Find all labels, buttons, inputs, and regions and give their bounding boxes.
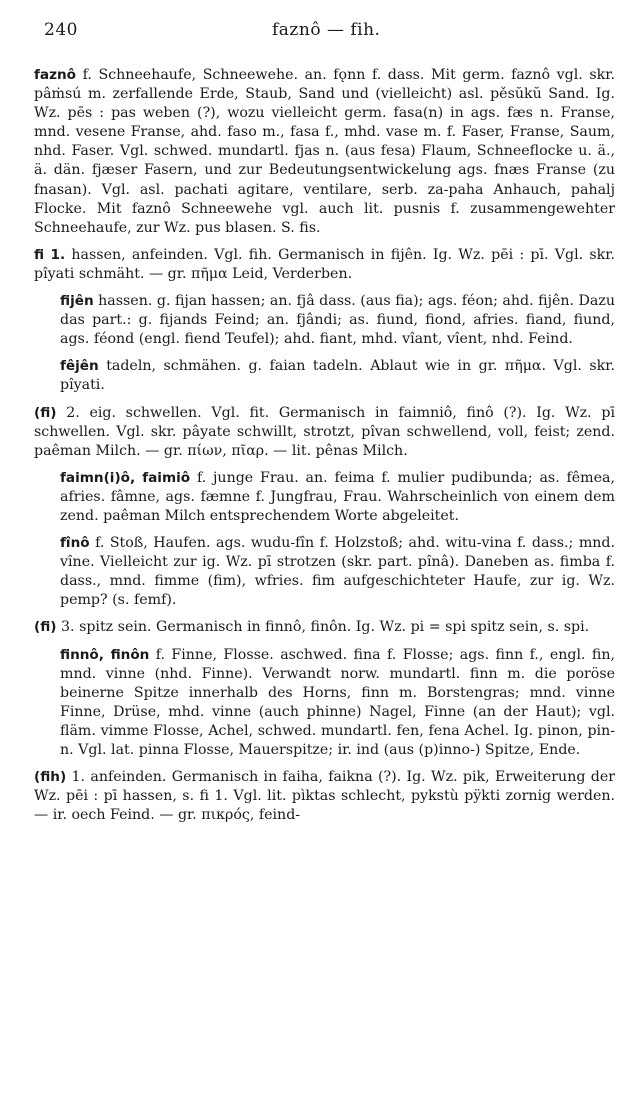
- headword: (fih): [34, 769, 67, 786]
- headword: fînô: [60, 535, 90, 552]
- headword: (fi): [34, 619, 57, 636]
- headword: fêjên: [60, 358, 99, 375]
- entry-fih-1: [34, 768, 615, 825]
- entry-fi-3: [34, 618, 615, 637]
- page-number: 240: [44, 20, 78, 40]
- entry-fazno: [34, 66, 615, 238]
- entry-fi-1: [34, 246, 615, 284]
- headword: faimn(i)ô, faimiô: [60, 469, 191, 486]
- entry-text: hassen. g. fijan hassen; an. fjâ dass. (aus fia); ags. féon; ahd. fijên. Dazu das part.: g. fijands Feind; an. fjândi; as. fiund, fiond, afries. fiand, fiund, ags. féond (engl. fiend Teufel); ahd. fiant, mhd. vîant, vîent, nhd. Feind.: [60, 293, 615, 348]
- headword: faznô: [34, 67, 77, 83]
- entry-text: hassen, anfeinden. Vgl. fih. Germanisch in fijên. Ig. Wz. pēi : pī. Vgl. skr. pîyati schmäht. — gr. πῆμα Leid, Verderben.: [34, 246, 615, 282]
- entry-text: 1. anfeinden. Germanisch in faiha, faikna (?). Ig. Wz. pik, Erweiterung der Wz. pēi : pī hassen, s. fi 1. Vgl. lit. pìktas schlecht, pykstù pÿkti zornig werden. — ir. oech Feind. — gr. πικρός, feind-: [34, 769, 615, 824]
- entry-faimnio: [34, 469, 615, 526]
- headword: (fi): [34, 404, 57, 421]
- entry-finno: [34, 646, 615, 761]
- entry-text: f. Schneehaufe, Schneewehe. an. fǫnn f. dass. Mit germ. faznô vgl. skr. pâṁsú m. zerfallende Erde, Staub, Sand und (vielleicht) asl. pěsŭkŭ Sand. Ig. Wz. pēs : pas weben (?), wozu vielleicht germ. fasa(n) in ags. fæs n. Franse, mnd. vesene Franse, ahd. faso m., fasa f., mhd. vase m. f. Faser, Franse, Saum, nhd. Faser. Vgl. schwed. mundartl. fjas n. (aus fesa) Flaum, Schneeflocke u. ä., ä. dän. fjæser Fasern, und zur Bedeutungsentwickelung ags. fnæs Franse (zu fnasan). Vgl. asl. pachati agitare, ventilare, serb. za-paha Anhauch, pahalj Flocke. Mit faznô Schneewehe vgl. auch lit. pusnis f. zusammengewehter Schneehaufe, zur Wz. pus blasen. S. fis.: [34, 67, 615, 236]
- entry-text: f. junge Frau. an. feima f. mulier pudibunda; as. fêmea, afries. fâmne, ags. fæmne f. Jungfrau, Frau. Wahrscheinlich von einem dem zend. paêman Milch entsprechendem Worte abgeleitet.: [60, 469, 615, 524]
- entry-text: tadeln, schmähen. g. faian tadeln. Ablaut wie in gr. πῆμα. Vgl. skr. pîyati.: [60, 358, 615, 394]
- entry-text: 3. spitz sein. Germanisch in finnô, finôn. Ig. Wz. pi = spi spitz sein, s. spi.: [56, 619, 590, 636]
- entry-fino: [34, 534, 615, 610]
- running-head: faznô — fih.: [272, 20, 381, 40]
- headword: fi 1.: [34, 246, 66, 263]
- entry-text: f. Stoß, Haufen. ags. wudu-fîn f. Holzstoß; ahd. witu-vina f. dass.; mnd. vîne. Vielleicht zur ig. Wz. pī strotzen (skr. part. pînâ). Daneben as. fimba f. dass., mnd. fimme (fim), wfries. fim aufgeschichteter Haufe, zur ig. Wz. pemp? (s. femf).: [60, 535, 615, 609]
- page-body: [34, 66, 615, 833]
- entry-text: f. Finne, Flosse. aschwed. fina f. Flosse; ags. finn f., engl. fin, mnd. vinne (nhd. Finne). Verwandt norw. mundartl. finn m. die poröse beinerne Spitze innerhalb des Horns, finn m. Borstengras; mnd. vinne Finne, Drüse, mhd. vinne (auch phinne) Nagel, Finne (an der Haut); vgl. fläm. vimme Flosse, Achel, schwed. mundartl. fen, fena Achel. Ig. pinon, pin-n. Vgl. lat. pinna Flosse, Mauerspitze; ir. ind (aus (p)inno-) Spitze, Ende.: [60, 646, 616, 758]
- entry-fijen: [34, 292, 615, 349]
- headword: fijên: [60, 293, 94, 310]
- headword: finnô, finôn: [60, 646, 150, 663]
- entry-fi-2: [34, 404, 615, 461]
- page-header: [44, 20, 605, 46]
- entry-text: 2. eig. schwellen. Vgl. fit. Germanisch in faimniô, finô (?). Ig. Wz. pī schwellen. Vgl. skr. pâyate schwillt, strotzt, pîvan schwellend, voll, feist; zend. paêman Milch. — gr. πίων, πῖαρ. — lit. pênas Milch.: [34, 404, 615, 459]
- entry-fejen: [34, 357, 615, 395]
